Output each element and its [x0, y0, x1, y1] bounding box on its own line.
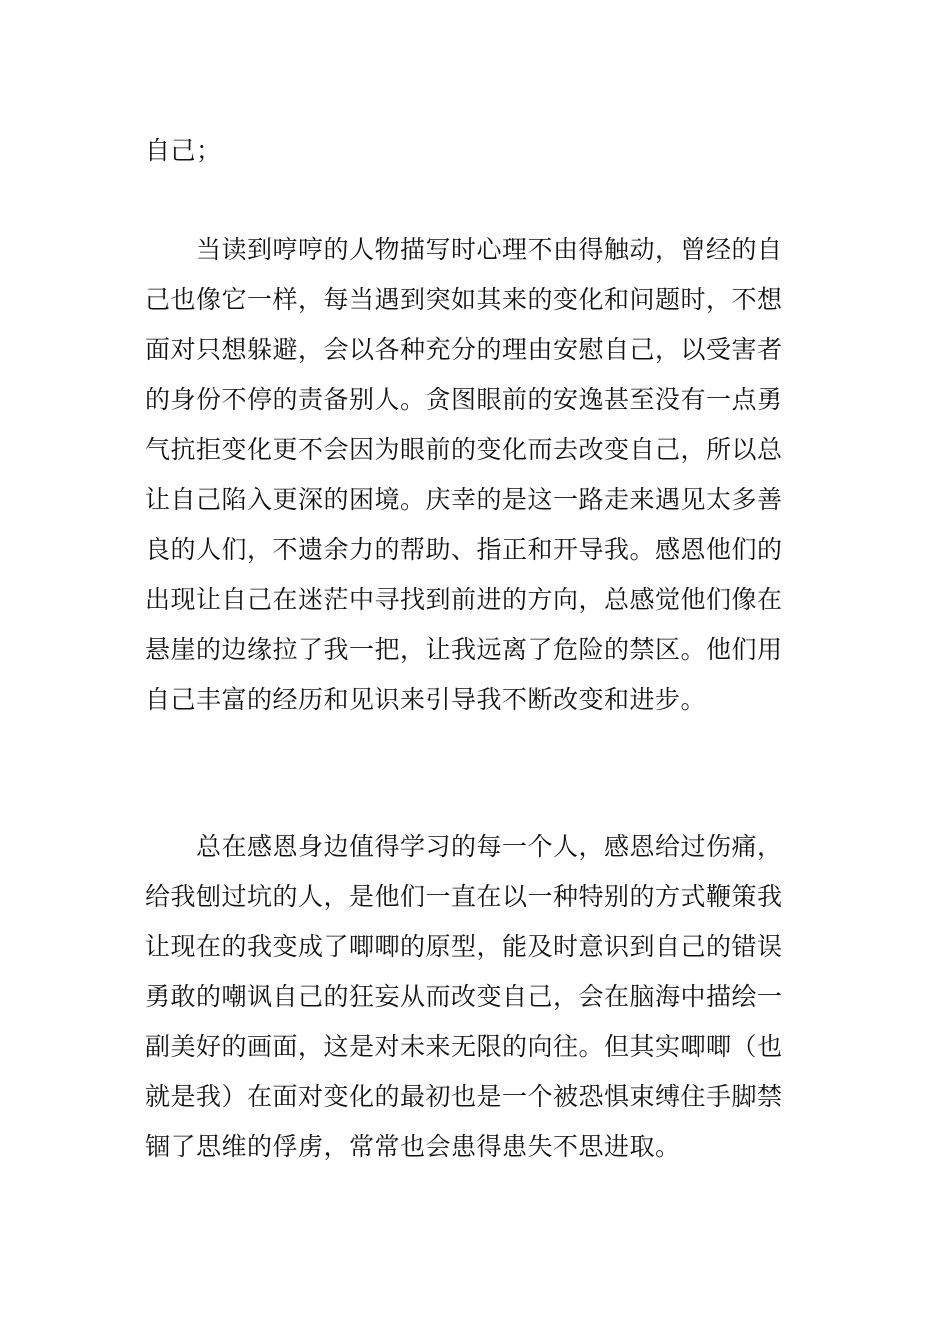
text-line: 气抗拒变化更不会因为眼前的变化而去改变自己，所以总 — [145, 435, 783, 464]
text-line: 让现在的我变成了唧唧的原型，能及时意识到自己的错误 — [145, 932, 783, 961]
text-line: 己也像它一样，每当遇到突如其来的变化和问题时，不想 — [145, 285, 783, 314]
text-line: 的身份不停的责备别人。贪图眼前的安逸甚至没有一点勇 — [145, 385, 783, 414]
text-line: 给我刨过坑的人，是他们一直在以一种特别的方式鞭策我 — [145, 882, 783, 911]
text-line: 副美好的画面，这是对未来无限的向往。但其实唧唧（也 — [145, 1032, 783, 1061]
text-line: 当读到哼哼的人物描写时心理不由得触动，曾经的自 — [145, 235, 783, 264]
text-line: 勇敢的嘲讽自己的狂妄从而改变自己，会在脑海中描绘一 — [145, 982, 783, 1011]
text-line: 自己丰富的经历和见识来引导我不断改变和进步。 — [145, 685, 707, 714]
text-line: 出现让自己在迷茫中寻找到前进的方向，总感觉他们像在 — [145, 585, 783, 614]
text-line: 就是我）在面对变化的最初也是一个被恐惧束缚住手脚禁 — [145, 1082, 783, 1111]
text-line: 锢了思维的俘虏，常常也会患得患失不思进取。 — [145, 1132, 681, 1161]
text-line: 总在感恩身边值得学习的每一个人，感恩给过伤痛， — [145, 832, 783, 861]
text-line: 让自己陷入更深的困境。庆幸的是这一路走来遇见太多善 — [145, 485, 783, 514]
text-line: 良的人们，不遗余力的帮助、指正和开导我。感恩他们的 — [145, 535, 783, 564]
text-line: 自己； — [145, 136, 222, 165]
text-line: 面对只想躲避，会以各种充分的理由安慰自己，以受害者 — [145, 335, 783, 364]
text-line: 悬崖的边缘拉了我一把，让我远离了危险的禁区。他们用 — [145, 635, 783, 664]
